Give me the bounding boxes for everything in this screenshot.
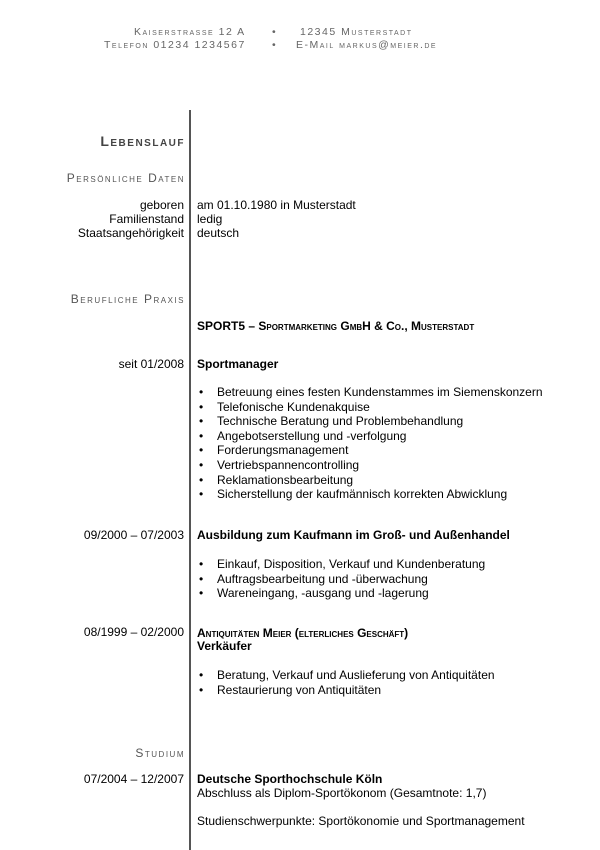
list-item: • Wareneingang, -ausgang und -lagerung <box>197 586 485 601</box>
phone-number: Telefon 01234 1234567 <box>104 39 246 51</box>
job-period: 09/2000 – 07/2003 <box>83 528 184 542</box>
list-item: • Betreuung eines festen Kundenstammes im Siemenskonzern <box>197 385 543 400</box>
job-duties-list <box>197 385 543 502</box>
personal-value-nationality: deutsch <box>197 226 240 240</box>
email-address: E-Mail markus@meier.de <box>296 39 438 51</box>
job-duties-list <box>197 557 485 601</box>
vertical-divider <box>189 110 191 850</box>
page-title: Lebenslauf <box>100 133 185 149</box>
address-street: Kaiserstrasse 12 A <box>134 26 246 38</box>
list-item: • Sicherstellung der kaufmännisch korrekten Abwicklung <box>197 487 543 502</box>
study-focus: Studienschwerpunkte: Sportökonomie und Sportmanagement <box>197 814 525 828</box>
list-item: • Telefonische Kundenakquise <box>197 400 543 415</box>
company-name: SPORT5 – Sportmarketing GmbH & Co., Musterstadt <box>197 319 475 333</box>
list-item: • Angebotserstellung und -verfolgung <box>197 429 543 444</box>
study-period: 07/2004 – 12/2007 <box>83 772 184 786</box>
company-name: Antiquitäten Meier (elterliches Geschäft) <box>197 626 409 640</box>
header-separator: • <box>272 26 278 38</box>
address-city: 12345 Musterstadt <box>300 26 413 38</box>
list-item: • Einkauf, Disposition, Verkauf und Kundenberatung <box>197 557 485 572</box>
section-heading-experience: Berufliche Praxis <box>70 292 185 306</box>
job-title: Verkäufer <box>197 639 252 653</box>
personal-value-marital: ledig <box>197 212 223 226</box>
list-item: • Auftragsbearbeitung und -überwachung <box>197 572 485 587</box>
list-item: • Forderungsmanagement <box>197 443 543 458</box>
section-heading-personal: Persönliche Daten <box>66 171 185 185</box>
study-degree: Abschluss als Diplom-Sportökonom (Gesamtnote: 1,7) <box>197 786 487 800</box>
job-title: Sportmanager <box>197 357 279 371</box>
personal-label-nationality: Staatsangehörigkeit <box>77 226 184 240</box>
list-item: • Beratung, Verkauf und Auslieferung von Antiquitäten <box>197 668 495 683</box>
job-duties-list <box>197 668 495 697</box>
list-item: • Reklamationsbearbeitung <box>197 473 543 488</box>
personal-value-birth: am 01.10.1980 in Musterstadt <box>197 198 356 212</box>
list-item: • Technische Beratung und Problembehandlung <box>197 414 543 429</box>
header-separator: • <box>272 39 278 51</box>
personal-label-birth: geboren <box>139 198 184 212</box>
section-heading-study: Studium <box>135 746 185 760</box>
job-period: seit 01/2008 <box>118 357 184 371</box>
list-item: • Restaurierung von Antiquitäten <box>197 683 495 698</box>
study-school: Deutsche Sporthochschule Köln <box>197 772 383 786</box>
list-item: • Vertriebspannencontrolling <box>197 458 543 473</box>
personal-label-marital: Familienstand <box>109 212 184 226</box>
job-title: Ausbildung zum Kaufmann im Groß- und Außenhandel <box>197 528 510 542</box>
job-period: 08/1999 – 02/2000 <box>83 625 184 639</box>
